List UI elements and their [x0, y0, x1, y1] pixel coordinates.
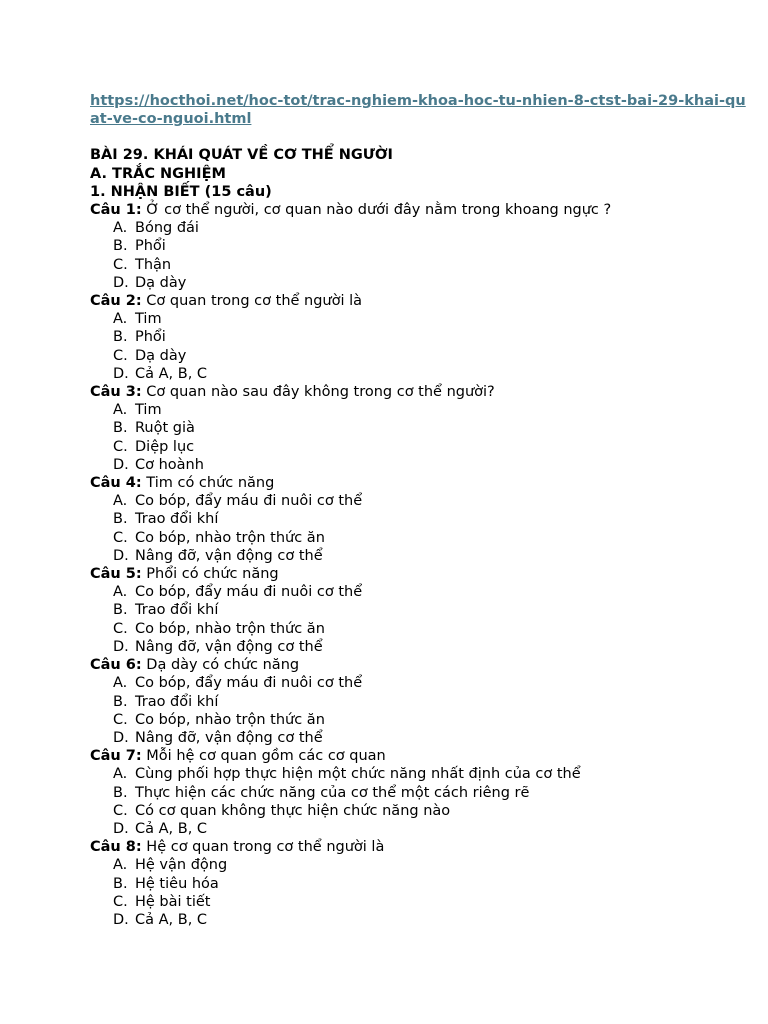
option-letter: C. — [113, 620, 128, 637]
question-text: Cơ quan trong cơ thể người là — [141, 293, 363, 310]
option-letter: D. — [113, 911, 129, 928]
option-letter: A. — [113, 766, 128, 783]
option-letter: D. — [113, 638, 129, 655]
question-1 — [90, 201, 750, 292]
answer-option — [90, 620, 750, 638]
answer-option — [90, 583, 750, 601]
question-text: Hệ cơ quan trong cơ thể người là — [141, 839, 385, 856]
option-letter: B. — [113, 875, 128, 892]
option-text: Ruột già — [135, 420, 195, 437]
question-text: Tim có chức năng — [141, 475, 275, 492]
answer-option — [90, 328, 750, 346]
answer-option — [90, 510, 750, 528]
option-text: Hệ tiêu hóa — [135, 875, 219, 892]
option-text: Tim — [135, 402, 162, 419]
question-label: Câu 6: — [90, 657, 142, 674]
option-letter: D. — [113, 274, 129, 291]
option-letter: A. — [113, 220, 128, 237]
option-letter: D. — [113, 365, 129, 382]
option-letter: C. — [113, 802, 128, 819]
answer-option — [90, 419, 750, 437]
question-stem — [90, 565, 750, 583]
option-text: Hệ bài tiết — [135, 893, 211, 910]
question-stem — [90, 747, 750, 765]
option-letter: B. — [113, 329, 128, 346]
option-text: Thận — [135, 256, 172, 273]
question-list — [90, 201, 750, 929]
option-letter: A. — [113, 675, 128, 692]
option-letter: A. — [113, 584, 128, 601]
question-4 — [90, 474, 750, 565]
question-text: Phổi có chức năng — [141, 566, 279, 583]
question-text: Dạ dày có chức năng — [141, 657, 300, 674]
answer-option — [90, 638, 750, 656]
option-text: Co bóp, đẩy máu đi nuôi cơ thể — [135, 493, 363, 510]
option-text: Cùng phối hợp thực hiện một chức năng nhất định của cơ thể — [135, 766, 581, 783]
option-text: Diệp lục — [135, 438, 195, 455]
answer-option — [90, 893, 750, 911]
question-text: Mỗi hệ cơ quan gồm các cơ quan — [141, 748, 386, 765]
question-stem — [90, 201, 750, 219]
option-text: Dạ dày — [135, 274, 187, 291]
question-stem — [90, 292, 750, 310]
answer-option — [90, 802, 750, 820]
question-2 — [90, 292, 750, 383]
answer-option — [90, 856, 750, 874]
question-stem — [90, 838, 750, 856]
question-label: Câu 3: — [90, 384, 142, 401]
option-letter: B. — [113, 693, 128, 710]
option-text: Cả A, B, C — [135, 365, 208, 382]
option-letter: B. — [113, 238, 128, 255]
document-page — [90, 92, 750, 929]
question-stem — [90, 656, 750, 674]
lesson-title: BÀI 29. KHÁI QUÁT VỀ CƠ THỂ NGƯỜI — [90, 147, 393, 164]
option-text: Co bóp, đẩy máu đi nuôi cơ thể — [135, 584, 363, 601]
option-letter: B. — [113, 420, 128, 437]
option-letter: A. — [113, 311, 128, 328]
option-text: Có cơ quan không thực hiện chức năng nào — [135, 802, 451, 819]
option-text: Nâng đỡ, vận động cơ thể — [135, 547, 323, 564]
source-link[interactable]: https://hocthoi.net/hoc-tot/trac-nghiem-khoa-hoc-tu-nhien-8-ctst-bai-29-khai-quat-ve-co-nguoi.html — [90, 93, 746, 128]
question-6 — [90, 656, 750, 747]
question-stem — [90, 383, 750, 401]
option-text: Trao đổi khí — [135, 602, 219, 619]
answer-option — [90, 438, 750, 456]
option-letter: D. — [113, 547, 129, 564]
option-text: Co bóp, nhào trộn thức ăn — [135, 711, 325, 728]
option-text: Phổi — [135, 238, 166, 255]
option-letter: D. — [113, 820, 129, 837]
option-letter: C. — [113, 529, 128, 546]
option-text: Hệ vận động — [135, 857, 228, 874]
question-label: Câu 2: — [90, 293, 142, 310]
option-text: Bóng đái — [135, 220, 199, 237]
option-letter: C. — [113, 438, 128, 455]
question-text: Cơ quan nào sau đây không trong cơ thể người? — [141, 384, 495, 401]
question-text: Ở cơ thể người, cơ quan nào dưới đây nằm trong khoang ngực ? — [141, 202, 612, 219]
option-text: Co bóp, đẩy máu đi nuôi cơ thể — [135, 675, 363, 692]
answer-option — [90, 875, 750, 893]
question-stem — [90, 474, 750, 492]
answer-option — [90, 237, 750, 255]
option-letter: B. — [113, 602, 128, 619]
option-text: Nâng đỡ, vận động cơ thể — [135, 638, 323, 655]
option-letter: C. — [113, 893, 128, 910]
answer-option — [90, 492, 750, 510]
answer-option — [90, 529, 750, 547]
answer-option — [90, 219, 750, 237]
answer-option — [90, 310, 750, 328]
option-letter: A. — [113, 402, 128, 419]
answer-option — [90, 547, 750, 565]
answer-option — [90, 765, 750, 783]
answer-option — [90, 711, 750, 729]
question-label: Câu 7: — [90, 748, 142, 765]
option-text: Dạ dày — [135, 347, 187, 364]
question-label: Câu 8: — [90, 839, 142, 856]
subsection-heading: 1. NHẬN BIẾT (15 câu) — [90, 183, 272, 200]
answer-option — [90, 693, 750, 711]
answer-option — [90, 274, 750, 292]
option-letter: C. — [113, 347, 128, 364]
answer-option — [90, 674, 750, 692]
answer-option — [90, 729, 750, 747]
section-heading: A. TRẮC NGHIỆM — [90, 165, 226, 182]
option-letter: A. — [113, 493, 128, 510]
option-text: Nâng đỡ, vận động cơ thể — [135, 729, 323, 746]
option-letter: C. — [113, 256, 128, 273]
option-letter: D. — [113, 729, 129, 746]
answer-option — [90, 365, 750, 383]
question-label: Câu 5: — [90, 566, 142, 583]
option-letter: A. — [113, 857, 128, 874]
option-text: Trao đổi khí — [135, 693, 219, 710]
question-label: Câu 1: — [90, 202, 142, 219]
option-letter: B. — [113, 511, 128, 528]
answer-option — [90, 820, 750, 838]
option-text: Cơ hoành — [135, 456, 204, 473]
answer-option — [90, 784, 750, 802]
option-letter: B. — [113, 784, 128, 801]
option-text: Thực hiện các chức năng của cơ thể một cách riêng rẽ — [135, 784, 530, 801]
answer-option — [90, 401, 750, 419]
question-3 — [90, 383, 750, 474]
option-letter: D. — [113, 456, 129, 473]
answer-option — [90, 456, 750, 474]
option-text: Cả A, B, C — [135, 911, 208, 928]
question-5 — [90, 565, 750, 656]
answer-option — [90, 601, 750, 619]
option-text: Trao đổi khí — [135, 511, 219, 528]
option-text: Co bóp, nhào trộn thức ăn — [135, 529, 325, 546]
question-label: Câu 4: — [90, 475, 142, 492]
option-text: Cả A, B, C — [135, 820, 208, 837]
option-text: Phổi — [135, 329, 166, 346]
answer-option — [90, 911, 750, 929]
option-text: Tim — [135, 311, 162, 328]
question-7 — [90, 747, 750, 838]
answer-option — [90, 347, 750, 365]
option-letter: C. — [113, 711, 128, 728]
question-8 — [90, 838, 750, 929]
answer-option — [90, 256, 750, 274]
option-text: Co bóp, nhào trộn thức ăn — [135, 620, 325, 637]
